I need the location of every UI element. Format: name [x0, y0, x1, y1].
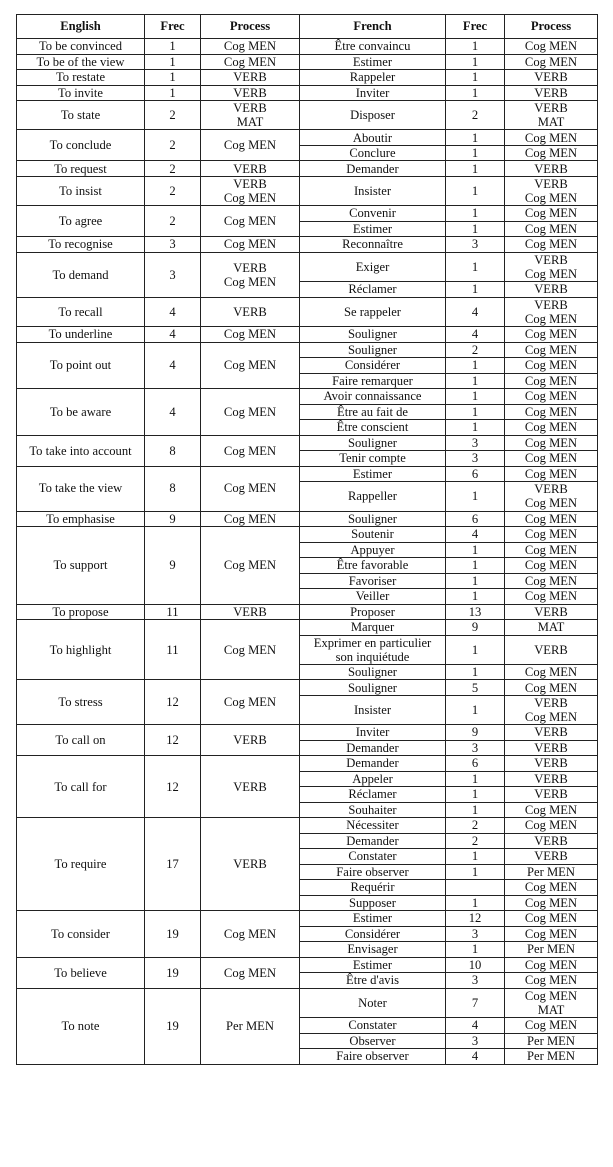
french-frequency: 1: [446, 787, 505, 803]
french-frequency: 1: [446, 942, 505, 958]
header-french-process: Process: [505, 15, 598, 39]
french-term: Souligner: [300, 680, 446, 696]
french-frequency: 1: [446, 389, 505, 405]
french-frequency: 2: [446, 342, 505, 358]
french-frequency: 6: [446, 466, 505, 482]
english-process: Cog MEN: [201, 957, 300, 988]
english-frequency: 1: [145, 70, 201, 86]
english-process: Cog MEN: [201, 435, 300, 466]
english-process: VERB: [201, 818, 300, 911]
french-process: VERB: [505, 771, 598, 787]
french-process: Cog MEN: [505, 1018, 598, 1034]
french-frequency: 2: [446, 818, 505, 834]
french-term: Appuyer: [300, 542, 446, 558]
french-term: Considérer: [300, 926, 446, 942]
english-term: To underline: [17, 327, 145, 343]
english-frequency: 8: [145, 466, 201, 511]
french-process: Cog MEN: [505, 389, 598, 405]
table-row: [17, 466, 598, 482]
french-term: Constater: [300, 1018, 446, 1034]
header-french-frec: Frec: [446, 15, 505, 39]
english-term: To take into account: [17, 435, 145, 466]
french-process: Cog MEN: [505, 145, 598, 161]
english-frequency: 12: [145, 725, 201, 756]
french-term: Insister: [300, 176, 446, 205]
french-process: Cog MEN: [505, 54, 598, 70]
french-process: VERB: [505, 161, 598, 177]
english-term: To consider: [17, 911, 145, 958]
english-term: To demand: [17, 252, 145, 297]
english-frequency: 17: [145, 818, 201, 911]
english-process: VERB: [201, 161, 300, 177]
english-term: To recognise: [17, 237, 145, 253]
french-term: Conclure: [300, 145, 446, 161]
table-row: [17, 206, 598, 222]
table-row: [17, 297, 598, 326]
french-term: Demander: [300, 833, 446, 849]
table-row: [17, 39, 598, 55]
header-english-frec: Frec: [145, 15, 201, 39]
french-term: Faire observer: [300, 1049, 446, 1065]
french-frequency: 3: [446, 237, 505, 253]
french-term: Être favorable: [300, 558, 446, 574]
french-process: VERB Cog MEN: [505, 176, 598, 205]
french-process: Cog MEN: [505, 373, 598, 389]
french-term: Appeler: [300, 771, 446, 787]
english-frequency: 11: [145, 620, 201, 680]
french-frequency: 3: [446, 740, 505, 756]
english-frequency: 12: [145, 680, 201, 725]
french-frequency: 4: [446, 327, 505, 343]
french-frequency: 1: [446, 849, 505, 865]
french-frequency: 1: [446, 420, 505, 436]
french-frequency: 1: [446, 573, 505, 589]
french-term: Tenir compte: [300, 451, 446, 467]
english-term: To restate: [17, 70, 145, 86]
french-frequency: 1: [446, 802, 505, 818]
table-row: [17, 54, 598, 70]
french-frequency: 9: [446, 725, 505, 741]
english-frequency: 11: [145, 604, 201, 620]
french-process: Cog MEN: [505, 327, 598, 343]
french-process: VERB: [505, 787, 598, 803]
french-process: Cog MEN: [505, 542, 598, 558]
table-row: [17, 327, 598, 343]
french-frequency: 5: [446, 680, 505, 696]
french-frequency: 4: [446, 1018, 505, 1034]
french-process: VERB MAT: [505, 101, 598, 130]
english-frequency: 2: [145, 206, 201, 237]
french-term: Estimer: [300, 466, 446, 482]
french-frequency: 1: [446, 252, 505, 281]
french-process: Cog MEN: [505, 221, 598, 237]
french-process: VERB Cog MEN: [505, 252, 598, 281]
french-term: Constater: [300, 849, 446, 865]
french-process: Cog MEN: [505, 466, 598, 482]
header-english-process: Process: [201, 15, 300, 39]
table-row: [17, 988, 598, 1017]
french-process: Cog MEN: [505, 589, 598, 605]
english-frequency: 3: [145, 252, 201, 297]
french-process: Cog MEN: [505, 342, 598, 358]
french-process: Cog MEN: [505, 237, 598, 253]
english-process: VERB: [201, 725, 300, 756]
french-term: Être conscient: [300, 420, 446, 436]
french-frequency: 1: [446, 161, 505, 177]
french-process: VERB: [505, 70, 598, 86]
english-process: Cog MEN: [201, 206, 300, 237]
french-frequency: 3: [446, 435, 505, 451]
french-process: Cog MEN: [505, 895, 598, 911]
english-frequency: 1: [145, 85, 201, 101]
french-term: Souligner: [300, 435, 446, 451]
french-term: Demander: [300, 756, 446, 772]
french-frequency: 6: [446, 756, 505, 772]
table-row: [17, 620, 598, 636]
english-frequency: 2: [145, 176, 201, 205]
table-row: [17, 389, 598, 405]
table-row: [17, 725, 598, 741]
french-frequency: 1: [446, 282, 505, 298]
french-term: Soutenir: [300, 527, 446, 543]
table-row: [17, 85, 598, 101]
english-frequency: 1: [145, 39, 201, 55]
french-frequency: 1: [446, 85, 505, 101]
french-term: Estimer: [300, 911, 446, 927]
french-term: Être d'avis: [300, 973, 446, 989]
english-process: VERB: [201, 70, 300, 86]
table-row: [17, 911, 598, 927]
french-process: VERB: [505, 604, 598, 620]
english-term: To be aware: [17, 389, 145, 436]
french-frequency: 3: [446, 451, 505, 467]
french-frequency: 1: [446, 589, 505, 605]
french-process: VERB: [505, 849, 598, 865]
english-frequency: 4: [145, 342, 201, 389]
french-process: Cog MEN: [505, 435, 598, 451]
french-term: Faire observer: [300, 864, 446, 880]
french-frequency: 1: [446, 771, 505, 787]
table-row: [17, 252, 598, 281]
english-process: VERB MAT: [201, 101, 300, 130]
table-row: [17, 818, 598, 834]
table-row: [17, 957, 598, 973]
english-process: Cog MEN: [201, 680, 300, 725]
header-english: English: [17, 15, 145, 39]
english-process: VERB Cog MEN: [201, 176, 300, 205]
english-term: To insist: [17, 176, 145, 205]
english-term: To be of the view: [17, 54, 145, 70]
french-frequency: 3: [446, 926, 505, 942]
english-process: Cog MEN: [201, 511, 300, 527]
english-term: To believe: [17, 957, 145, 988]
french-frequency: 1: [446, 176, 505, 205]
english-term: To be convinced: [17, 39, 145, 55]
french-frequency: 1: [446, 70, 505, 86]
french-process: Cog MEN: [505, 911, 598, 927]
english-frequency: 12: [145, 756, 201, 818]
french-process: Cog MEN: [505, 802, 598, 818]
french-term: Noter: [300, 988, 446, 1017]
french-frequency: 1: [446, 664, 505, 680]
french-frequency: 1: [446, 864, 505, 880]
french-term: Disposer: [300, 101, 446, 130]
french-term: Considérer: [300, 358, 446, 374]
header-row: [17, 15, 598, 39]
english-process: Cog MEN: [201, 342, 300, 389]
french-term: Estimer: [300, 221, 446, 237]
french-process: Cog MEN: [505, 130, 598, 146]
header-french: French: [300, 15, 446, 39]
french-term: Demander: [300, 161, 446, 177]
french-process: VERB: [505, 725, 598, 741]
english-term: To propose: [17, 604, 145, 620]
french-frequency: 1: [446, 39, 505, 55]
french-term: Exprimer en particulier son inquiétude: [300, 635, 446, 664]
french-frequency: 2: [446, 833, 505, 849]
french-frequency: 1: [446, 404, 505, 420]
french-frequency: 13: [446, 604, 505, 620]
french-term: Réclamer: [300, 282, 446, 298]
english-term: To call on: [17, 725, 145, 756]
french-process: VERB: [505, 833, 598, 849]
english-process: Cog MEN: [201, 327, 300, 343]
french-frequency: 1: [446, 358, 505, 374]
english-process: VERB: [201, 756, 300, 818]
french-term: Favoriser: [300, 573, 446, 589]
english-process: VERB: [201, 85, 300, 101]
table-row: [17, 756, 598, 772]
french-term: Souligner: [300, 511, 446, 527]
french-term: Être convaincu: [300, 39, 446, 55]
english-term: To require: [17, 818, 145, 911]
french-process: Cog MEN: [505, 358, 598, 374]
french-process: Cog MEN: [505, 664, 598, 680]
french-process: VERB Cog MEN: [505, 297, 598, 326]
french-frequency: 1: [446, 695, 505, 724]
french-process: Cog MEN: [505, 39, 598, 55]
french-frequency: 3: [446, 973, 505, 989]
french-process: Cog MEN: [505, 818, 598, 834]
french-term: Se rappeler: [300, 297, 446, 326]
english-term: To request: [17, 161, 145, 177]
english-frequency: 19: [145, 988, 201, 1064]
french-term: Nécessiter: [300, 818, 446, 834]
table-row: [17, 604, 598, 620]
english-process: Cog MEN: [201, 466, 300, 511]
french-process: Per MEN: [505, 864, 598, 880]
french-process: VERB: [505, 282, 598, 298]
english-frequency: 9: [145, 527, 201, 605]
french-frequency: 4: [446, 1049, 505, 1065]
french-frequency: 10: [446, 957, 505, 973]
french-term: Aboutir: [300, 130, 446, 146]
french-process: Per MEN: [505, 1033, 598, 1049]
translation-frequency-table: [16, 14, 598, 1065]
french-process: MAT: [505, 620, 598, 636]
english-process: Cog MEN: [201, 527, 300, 605]
french-frequency: 1: [446, 558, 505, 574]
french-frequency: 1: [446, 54, 505, 70]
english-term: To invite: [17, 85, 145, 101]
table-row: [17, 680, 598, 696]
table-row: [17, 435, 598, 451]
french-term: Avoir connaissance: [300, 389, 446, 405]
french-frequency: 6: [446, 511, 505, 527]
french-term: Insister: [300, 695, 446, 724]
french-term: Rappeller: [300, 482, 446, 511]
french-term: Proposer: [300, 604, 446, 620]
table-row: [17, 527, 598, 543]
english-process: Cog MEN: [201, 237, 300, 253]
french-term: Souligner: [300, 664, 446, 680]
french-frequency: [446, 880, 505, 896]
french-process: VERB: [505, 740, 598, 756]
french-process: VERB: [505, 756, 598, 772]
french-term: Exiger: [300, 252, 446, 281]
french-frequency: 4: [446, 527, 505, 543]
french-process: Cog MEN: [505, 926, 598, 942]
english-term: To call for: [17, 756, 145, 818]
french-process: VERB: [505, 635, 598, 664]
french-term: Inviter: [300, 725, 446, 741]
french-term: Rappeler: [300, 70, 446, 86]
french-term: Réclamer: [300, 787, 446, 803]
french-process: VERB: [505, 85, 598, 101]
french-frequency: 1: [446, 221, 505, 237]
french-frequency: 1: [446, 482, 505, 511]
english-term: To recall: [17, 297, 145, 326]
english-process: Cog MEN: [201, 620, 300, 680]
french-process: Cog MEN: [505, 420, 598, 436]
french-process: Cog MEN: [505, 558, 598, 574]
english-term: To state: [17, 101, 145, 130]
french-process: Cog MEN: [505, 206, 598, 222]
french-frequency: 1: [446, 145, 505, 161]
english-frequency: 2: [145, 101, 201, 130]
french-process: Cog MEN: [505, 880, 598, 896]
english-frequency: 4: [145, 327, 201, 343]
english-process: VERB: [201, 604, 300, 620]
french-frequency: 4: [446, 297, 505, 326]
french-process: Per MEN: [505, 942, 598, 958]
french-term: Faire remarquer: [300, 373, 446, 389]
english-term: To stress: [17, 680, 145, 725]
english-frequency: 1: [145, 54, 201, 70]
english-process: Cog MEN: [201, 54, 300, 70]
english-frequency: 19: [145, 911, 201, 958]
french-process: Cog MEN: [505, 573, 598, 589]
french-term: Être au fait de: [300, 404, 446, 420]
french-process: Cog MEN: [505, 527, 598, 543]
english-frequency: 2: [145, 161, 201, 177]
table-row: [17, 176, 598, 205]
french-process: Cog MEN: [505, 973, 598, 989]
french-frequency: 1: [446, 895, 505, 911]
french-frequency: 1: [446, 635, 505, 664]
french-term: Envisager: [300, 942, 446, 958]
french-frequency: 9: [446, 620, 505, 636]
french-frequency: 3: [446, 1033, 505, 1049]
french-frequency: 12: [446, 911, 505, 927]
french-term: Observer: [300, 1033, 446, 1049]
english-process: Cog MEN: [201, 39, 300, 55]
french-term: Demander: [300, 740, 446, 756]
table-row: [17, 342, 598, 358]
english-process: VERB: [201, 297, 300, 326]
french-process: Cog MEN: [505, 957, 598, 973]
english-frequency: 9: [145, 511, 201, 527]
french-process: Cog MEN: [505, 680, 598, 696]
english-process: Per MEN: [201, 988, 300, 1064]
english-term: To highlight: [17, 620, 145, 680]
table-body: [17, 39, 598, 1065]
french-frequency: 1: [446, 206, 505, 222]
english-process: Cog MEN: [201, 389, 300, 436]
english-process: Cog MEN: [201, 130, 300, 161]
english-frequency: 2: [145, 130, 201, 161]
french-frequency: 1: [446, 373, 505, 389]
french-process: Cog MEN: [505, 511, 598, 527]
french-term: Convenir: [300, 206, 446, 222]
french-term: Souhaiter: [300, 802, 446, 818]
english-term: To agree: [17, 206, 145, 237]
english-frequency: 3: [145, 237, 201, 253]
french-process: Per MEN: [505, 1049, 598, 1065]
english-term: To emphasise: [17, 511, 145, 527]
english-frequency: 19: [145, 957, 201, 988]
french-term: Requérir: [300, 880, 446, 896]
french-process: VERB Cog MEN: [505, 695, 598, 724]
french-frequency: 1: [446, 130, 505, 146]
table-row: [17, 70, 598, 86]
french-term: Reconnaître: [300, 237, 446, 253]
french-term: Inviter: [300, 85, 446, 101]
french-term: Supposer: [300, 895, 446, 911]
table-row: [17, 237, 598, 253]
english-process: Cog MEN: [201, 911, 300, 958]
table-row: [17, 130, 598, 146]
french-term: Estimer: [300, 957, 446, 973]
english-process: VERB Cog MEN: [201, 252, 300, 297]
english-term: To support: [17, 527, 145, 605]
french-frequency: 7: [446, 988, 505, 1017]
english-frequency: 4: [145, 389, 201, 436]
english-frequency: 4: [145, 297, 201, 326]
french-process: Cog MEN: [505, 404, 598, 420]
french-term: Estimer: [300, 54, 446, 70]
english-term: To take the view: [17, 466, 145, 511]
french-frequency: 2: [446, 101, 505, 130]
french-process: Cog MEN MAT: [505, 988, 598, 1017]
english-frequency: 8: [145, 435, 201, 466]
english-term: To note: [17, 988, 145, 1064]
table-row: [17, 161, 598, 177]
french-term: Veiller: [300, 589, 446, 605]
table-row: [17, 511, 598, 527]
french-frequency: 1: [446, 542, 505, 558]
french-term: Marquer: [300, 620, 446, 636]
french-term: Souligner: [300, 342, 446, 358]
table-row: [17, 101, 598, 130]
french-process: VERB Cog MEN: [505, 482, 598, 511]
french-process: Cog MEN: [505, 451, 598, 467]
french-term: Souligner: [300, 327, 446, 343]
english-term: To conclude: [17, 130, 145, 161]
english-term: To point out: [17, 342, 145, 389]
